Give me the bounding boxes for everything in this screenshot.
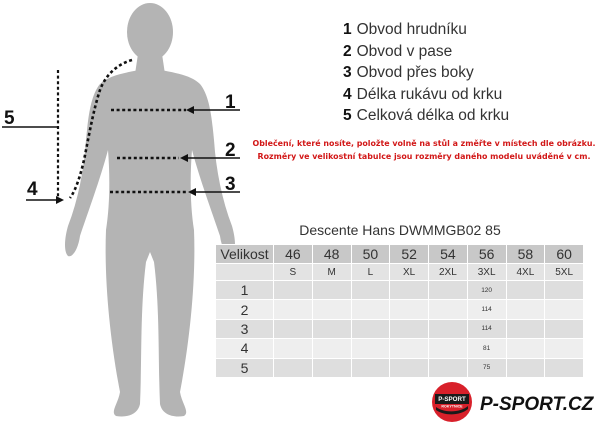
value-cell — [390, 281, 429, 300]
legend-text: Obvod v pase — [356, 42, 453, 60]
size-letter-cell: M — [312, 264, 351, 281]
size-letter-row — [216, 264, 584, 281]
measurement-row — [216, 281, 584, 300]
measurement-row — [216, 319, 584, 338]
value-cell — [506, 281, 545, 300]
corner-label: Velikost — [216, 245, 274, 264]
legend-text: Celková délka od krku — [356, 107, 510, 124]
note-line-1: Oblečení, které nosíte, položte volně na stůl a změřte v místech dle obrázku. — [252, 139, 596, 148]
size-letter-cell: 5XL — [545, 264, 584, 281]
note-line-2: Rozměry ve velikostní tabulce jsou rozměry daného modelu uváděné v cm. — [257, 152, 591, 161]
size-number-cell: 52 — [390, 245, 429, 264]
value-cell — [429, 358, 468, 377]
legend-number: 1 — [343, 21, 352, 38]
value-cell — [429, 319, 468, 338]
logo-badge-top-text: P-SPORT — [438, 396, 466, 403]
value-cell — [545, 300, 584, 319]
value-cell — [545, 358, 584, 377]
value-cell — [274, 358, 313, 377]
value-cell — [506, 339, 545, 358]
legend-number: 5 — [343, 107, 352, 124]
legend-number: 3 — [343, 64, 352, 81]
value-cell — [274, 319, 313, 338]
value-cell — [351, 358, 390, 377]
value-cell — [312, 281, 351, 300]
value-cell — [390, 358, 429, 377]
legend-number: 2 — [343, 42, 352, 60]
value-cell: 114 — [467, 319, 506, 338]
value-cell — [351, 319, 390, 338]
size-number-cell: 56 — [467, 245, 506, 264]
measurement-legend — [343, 19, 593, 127]
value-cell — [429, 339, 468, 358]
measurement-note — [248, 137, 600, 163]
product-title: Descente Hans DWMMGB02 85 — [299, 222, 501, 238]
p-sport-logo — [430, 380, 600, 424]
value-cell: 75 — [467, 358, 506, 377]
figure-body — [65, 68, 235, 417]
sleeve-label: 4 — [27, 179, 38, 200]
value-cell — [506, 300, 545, 319]
value-cell — [390, 319, 429, 338]
legend-item — [343, 105, 593, 127]
size-letter-cell: S — [274, 264, 313, 281]
value-cell — [506, 358, 545, 377]
value-cell — [351, 281, 390, 300]
value-cell — [545, 319, 584, 338]
legend-text: Obvod hrudníku — [356, 21, 467, 38]
size-table — [215, 244, 584, 378]
waist-label: 2 — [225, 140, 236, 161]
legend-item — [343, 62, 593, 84]
size-letter-cell: 3XL — [467, 264, 506, 281]
legend-item — [343, 19, 593, 41]
value-cell: 81 — [467, 339, 506, 358]
size-number-cell: 50 — [351, 245, 390, 264]
legend-text: Obvod přes boky — [356, 64, 474, 81]
size-letter-cell: XL — [390, 264, 429, 281]
logo-badge-bottom-text: ROKYTNICE — [441, 404, 463, 409]
value-cell — [351, 339, 390, 358]
size-letter-cell: 2XL — [429, 264, 468, 281]
value-cell — [506, 319, 545, 338]
legend-number: 4 — [343, 85, 352, 103]
row-label: 5 — [216, 358, 274, 377]
size-number-cell: 46 — [274, 245, 313, 264]
value-cell — [274, 281, 313, 300]
value-cell — [429, 281, 468, 300]
legend-item — [343, 84, 593, 106]
value-cell — [312, 339, 351, 358]
value-cell — [312, 300, 351, 319]
value-cell — [390, 339, 429, 358]
legend-item — [343, 41, 593, 63]
value-cell — [312, 358, 351, 377]
row-label: 3 — [216, 319, 274, 338]
value-cell — [274, 339, 313, 358]
measurement-row — [216, 358, 584, 377]
sleeve-arrow-head — [56, 196, 64, 204]
size-number-cell: 58 — [506, 245, 545, 264]
empty-cell — [216, 264, 274, 281]
size-number-cell: 60 — [545, 245, 584, 264]
value-cell — [351, 300, 390, 319]
measurement-row — [216, 300, 584, 319]
value-cell — [429, 300, 468, 319]
measurement-row — [216, 339, 584, 358]
value-cell — [390, 300, 429, 319]
value-cell — [274, 300, 313, 319]
value-cell — [312, 319, 351, 338]
value-cell — [545, 281, 584, 300]
total-length-label: 5 — [4, 108, 15, 129]
value-cell — [545, 339, 584, 358]
size-letter-cell: L — [351, 264, 390, 281]
human-silhouette — [65, 3, 235, 417]
figure-head — [127, 3, 173, 61]
chest-label: 1 — [225, 92, 236, 113]
size-number-cell: 54 — [429, 245, 468, 264]
value-cell: 114 — [467, 300, 506, 319]
row-label: 4 — [216, 339, 274, 358]
row-label: 1 — [216, 281, 274, 300]
size-number-cell: 48 — [312, 245, 351, 264]
row-label: 2 — [216, 300, 274, 319]
hip-label: 3 — [225, 174, 236, 195]
legend-text: Délka rukávu od krku — [356, 85, 503, 103]
value-cell: 120 — [467, 281, 506, 300]
logo-wordmark: P-SPORT.CZ — [480, 394, 594, 415]
size-number-row — [216, 245, 584, 264]
size-letter-cell: 4XL — [506, 264, 545, 281]
